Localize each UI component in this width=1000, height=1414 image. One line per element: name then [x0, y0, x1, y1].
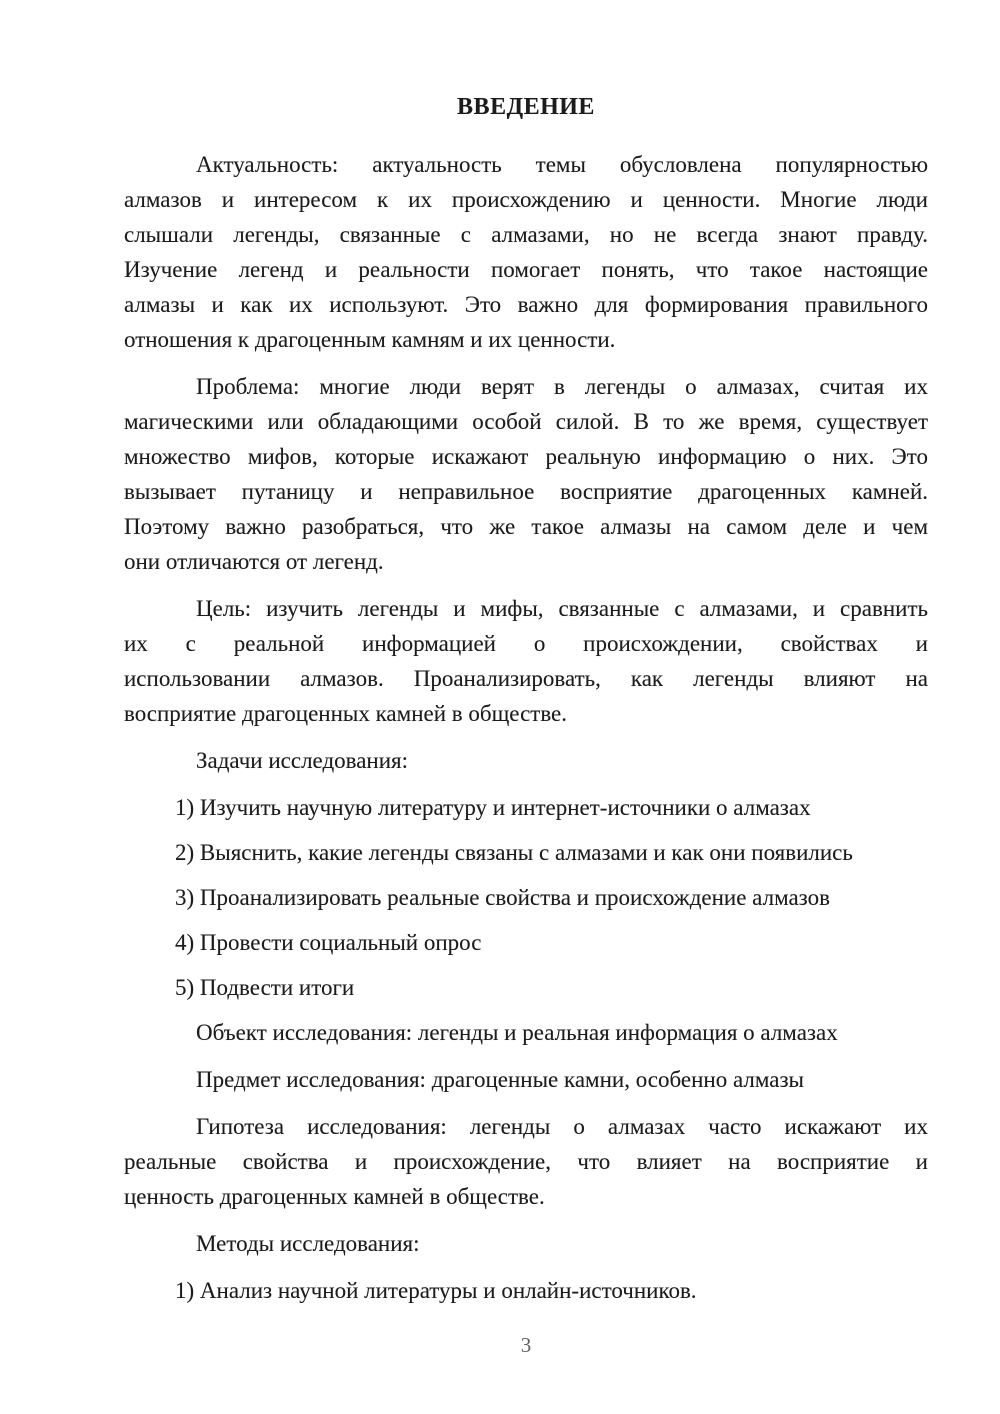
- document-body: [124, 147, 928, 1308]
- text-line: 3) Проанализировать реальные свойства и происхождение алмазов: [175, 885, 830, 910]
- list-item: [124, 880, 928, 915]
- text-line: множество мифов, которые искажают реальную информацию о них. Это: [124, 444, 928, 469]
- text-line: Задачи исследования:: [196, 748, 409, 773]
- list-item: [124, 835, 928, 870]
- text-line: вызывает путаницу и неправильное восприятие драгоценных камней.: [124, 479, 928, 504]
- text-line: Поэтому важно разобраться, что же такое алмазы на самом деле и чем: [124, 514, 928, 539]
- text-line: Актуальность: актуальность темы обусловлена популярностью: [196, 152, 928, 177]
- text-line: 5) Подвести итоги: [175, 975, 355, 1000]
- text-line: алмазов и интересом к их происхождению и ценности. Многие люди: [124, 187, 928, 212]
- paragraph: [124, 1062, 928, 1097]
- paragraph: [124, 591, 928, 731]
- page-number: 3: [520, 1333, 532, 1357]
- list-item: [124, 970, 928, 1005]
- text-line: Цель: изучить легенды и мифы, связанные с алмазами, и сравнить: [196, 596, 928, 621]
- list-item: [124, 790, 928, 825]
- paragraph: [124, 1015, 928, 1050]
- text-line: магическими или обладающими особой силой. В то же время, существует: [124, 409, 928, 434]
- text-line: Проблема: многие люди верят в легенды о алмазах, считая их: [196, 374, 928, 399]
- text-line: реальные свойства и происхождение, что влияет на восприятие и: [124, 1149, 928, 1174]
- list-item: [124, 1273, 928, 1308]
- text-line: 4) Провести социальный опрос: [175, 930, 482, 955]
- text-line: Предмет исследования: драгоценные камни, особенно алмазы: [196, 1067, 805, 1092]
- paragraph: [124, 1226, 928, 1261]
- text-line: 1) Изучить научную литературу и интернет-источники о алмазах: [175, 795, 811, 820]
- paragraph: [124, 147, 928, 357]
- text-line: ценность драгоценных камней в обществе.: [124, 1184, 545, 1209]
- text-line: 1) Анализ научной литературы и онлайн-источников.: [175, 1278, 697, 1303]
- paragraph: [124, 743, 928, 778]
- list-item: [124, 925, 928, 960]
- text-line: их с реальной информацией о происхождении, свойствах и: [124, 631, 928, 656]
- text-line: слышали легенды, связанные с алмазами, но не всегда знают правду.: [124, 222, 928, 247]
- text-line: Изучение легенд и реальности помогает понять, что такое настоящие: [124, 257, 928, 282]
- text-line: они отличаются от легенд.: [124, 549, 384, 574]
- text-line: использовании алмазов. Проанализировать, как легенды влияют на: [124, 666, 928, 691]
- text-line: Объект исследования: легенды и реальная информация о алмазах: [196, 1020, 838, 1045]
- text-line: алмазы и как их используют. Это важно для формирования правильного: [124, 292, 928, 317]
- text-line: Гипотеза исследования: легенды о алмазах часто искажают их: [196, 1114, 928, 1139]
- text-line: отношения к драгоценным камням и их ценности.: [124, 327, 616, 352]
- text-line: восприятие драгоценных камней в обществе.: [124, 701, 568, 726]
- text-line: Методы исследования:: [196, 1231, 420, 1256]
- text-line: 2) Выяснить, какие легенды связаны с алмазами и как они появились: [175, 840, 853, 865]
- paragraph: [124, 369, 928, 579]
- paragraph: [124, 1109, 928, 1214]
- page-title: ВВЕДЕНИЕ: [457, 94, 595, 120]
